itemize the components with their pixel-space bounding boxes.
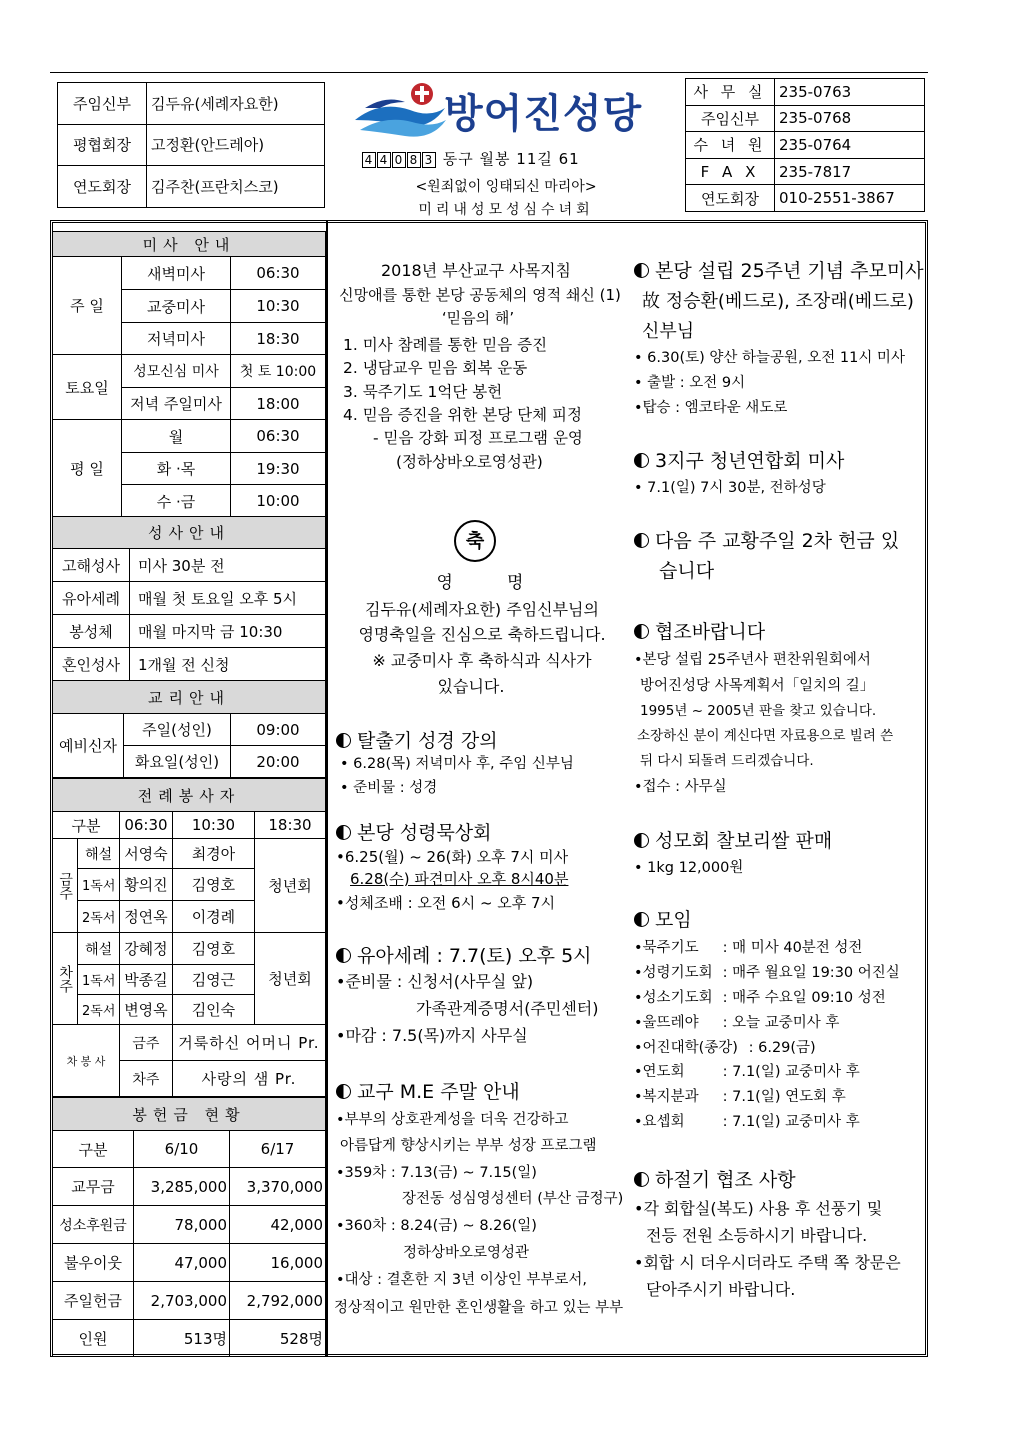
half-circle-icon [634, 912, 649, 927]
guide-item: 4. 믿음 증진을 위한 본당 단체 피정 [343, 406, 583, 424]
half-circle-icon [634, 624, 649, 639]
baptism-line: •준비물 : 신청서(사무실 앞) [336, 972, 534, 991]
liturgy-table [52, 778, 326, 1097]
spirit-heading [336, 818, 492, 845]
offering-value: 42,000 [230, 1206, 326, 1244]
role: 해설 [78, 839, 120, 869]
feast-title: 영 명 [436, 573, 524, 593]
feast-line: 영명축일을 진심으로 축하드립니다. [358, 625, 606, 644]
server: 정연옥 [120, 901, 173, 933]
offering-value: 16,000 [230, 1244, 326, 1282]
offering-value: 2,792,000 [230, 1282, 326, 1320]
guide-item: - 믿음 강화 피정 프로그램 운영 [373, 429, 583, 447]
class-name: 화요일(성인) [124, 746, 231, 778]
server: 김영호 [172, 933, 254, 965]
guide-subtitle: 신망애를 통한 본당 공동체의 영적 쇄신 (1) [339, 286, 621, 304]
meeting-row [634, 1085, 846, 1106]
server: 서영숙 [120, 839, 173, 869]
mass-time: 10:30 [231, 290, 326, 323]
rice-heading [634, 826, 832, 853]
meeting-info: : 7.1(일) 교중미사 후 [718, 1064, 860, 1080]
baptism-heading [336, 941, 592, 968]
rice-line: • 1kg 12,000원 [634, 860, 744, 876]
memorial-detail: • 6.30(토) 양산 하늘공원, 오전 11시 미사 [634, 350, 905, 366]
guide-item: (정하상바오로영성관) [396, 453, 543, 471]
spirit-title: 본당 성령묵상회 [357, 822, 492, 844]
summer-line: •회합 시 더우시더라도 주택 쪽 창문은 [634, 1253, 901, 1272]
celebrate-mark: 축 [465, 530, 485, 552]
summer-line: •각 회합실(복도) 사용 후 선풍기 및 [634, 1199, 883, 1218]
requiem-phone: 010-2551-3867 [775, 185, 925, 212]
baptism-line: •마감 : 7.5(목)까지 사무실 [336, 1026, 528, 1045]
summer-heading [634, 1165, 796, 1192]
requiem-phone-label: 연도회장 [686, 185, 775, 212]
spirit-line: •6.25(월) ~ 26(화) 오후 7시 미사 [336, 848, 569, 866]
meeting-heading [634, 905, 692, 932]
weekday-label: 평 일 [53, 420, 122, 518]
zip-digit: 8 [407, 152, 421, 168]
sacrament-name: 봉성체 [53, 615, 130, 648]
mass-time: 첫 토 10:00 [231, 355, 326, 388]
guide-item: 2. 냉담교우 믿음 회복 운동 [343, 359, 528, 377]
summer-line: 닫아주시기 바랍니다. [646, 1280, 796, 1299]
mass-name: 교중미사 [122, 290, 231, 323]
memorial-detail: • 출발 : 오전 9시 [634, 375, 746, 391]
car-week: 차주 [120, 1061, 173, 1097]
pope-heading [634, 526, 899, 553]
meeting-info: : 6.29(금) [744, 1040, 816, 1056]
rice-title: 성모회 찰보리쌀 판매 [655, 830, 833, 852]
pastor-phone: 235-0768 [775, 105, 925, 132]
office-phone: 235-0763 [775, 79, 925, 106]
pope-title: 다음 주 교황주일 2차 헌금 있 [655, 530, 900, 552]
coop-heading [634, 617, 765, 644]
convent-label: 수 녀 원 [686, 132, 775, 159]
meeting-info: : 매 미사 40분전 성전 [718, 940, 863, 956]
fax-number: 235-7817 [775, 158, 925, 185]
sacrament-title: 성사안내 [53, 517, 326, 549]
meeting-row [634, 961, 900, 982]
pastor-name: 김두유(세례자요한) [147, 83, 325, 125]
summer-title: 하절기 협조 사항 [655, 1169, 796, 1191]
meeting-name: •성소기도회 [634, 990, 713, 1006]
half-circle-icon [336, 1084, 351, 1099]
offering-label: 교무금 [53, 1168, 134, 1206]
meeting-row [634, 1060, 860, 1081]
convent-phone: 235-0764 [775, 132, 925, 159]
me-title: 교구 M.E 주말 안내 [357, 1081, 520, 1103]
mass-time: 18:30 [231, 323, 326, 355]
offering-value: 3,370,000 [230, 1168, 326, 1206]
sacrament-info: 매월 마지막 금 10:30 [130, 615, 326, 648]
half-circle-icon [336, 733, 351, 748]
server: 김인숙 [172, 995, 254, 1025]
this-week-label: 금주 [53, 839, 78, 933]
server: 변영옥 [120, 995, 173, 1025]
sunday-label: 주 일 [53, 257, 122, 355]
coop-line: •본당 설립 25주년사 편찬위원회에서 [634, 652, 871, 668]
offering-head: 6/17 [230, 1131, 326, 1168]
mass-table [52, 231, 326, 518]
server: 황의진 [120, 869, 173, 901]
me-line: •359차 : 7.13(금) ~ 7.15(일) [336, 1165, 537, 1181]
me-line: 정하상바오로영성관 [403, 1245, 530, 1261]
offering-label: 주일헌금 [53, 1282, 134, 1320]
fax-label: F A X [686, 158, 775, 185]
zip-digit: 0 [392, 152, 406, 168]
exodus-line: • 6.28(목) 저녁미사 후, 주임 신부님 [340, 756, 574, 772]
liturgy-title: 전례봉사자 [53, 779, 326, 812]
me-line: •부부의 상호관계성을 더욱 건강하고 [336, 1112, 569, 1128]
column-divider [326, 221, 328, 1356]
mass-name: 성모신심 미사 [122, 355, 231, 388]
exodus-title: 탈출기 성경 강의 [357, 730, 498, 752]
offering-head: 6/10 [134, 1131, 230, 1168]
server: 최경아 [172, 839, 254, 869]
youth-title: 3지구 청년연합회 미사 [655, 450, 845, 472]
liturgy-head: 구분 [53, 812, 120, 839]
meeting-name: •묵주기도 [634, 940, 699, 956]
celebrate-icon [454, 520, 496, 562]
guide-item: 3. 묵주기도 1억단 봉헌 [343, 383, 503, 401]
server: 박종길 [120, 965, 173, 995]
liturgy-head: 18:30 [255, 812, 326, 839]
class-time: 20:00 [231, 746, 326, 778]
offering-label: 성소후원금 [53, 1206, 134, 1244]
doctrine-table [52, 680, 326, 778]
guide-title: 2018년 부산교구 사목지침 [381, 261, 571, 280]
coop-line: •접수 : 사무실 [634, 779, 727, 795]
meeting-row [634, 1110, 860, 1131]
meeting-row [634, 1036, 816, 1057]
half-circle-icon [336, 825, 351, 840]
feast-line: ※ 교중미사 후 축하식과 식사가 [372, 651, 592, 670]
council-name: 고정환(안드레아) [147, 124, 325, 166]
requiem-name: 김주찬(프란치스코) [147, 166, 325, 208]
mass-title: 미사 안내 [53, 232, 326, 257]
car-service-label: 차 봉 사 [53, 1025, 120, 1097]
meeting-name: •복지분과 [634, 1089, 699, 1105]
youth-heading [634, 446, 844, 473]
liturgy-head: 10:30 [172, 812, 254, 839]
server: 김영근 [172, 965, 254, 995]
role: 1독서 [78, 869, 120, 901]
meeting-info: : 7.1(일) 연도회 후 [718, 1089, 846, 1105]
me-line: 장전동 성심영성센터 (부산 금정구) [402, 1191, 624, 1207]
baptism-line: 가족관계증명서(주민센터) [416, 999, 599, 1018]
meeting-row [634, 936, 862, 957]
next-week-label: 차주 [53, 933, 78, 1025]
half-circle-icon [336, 948, 351, 963]
half-circle-icon [634, 263, 649, 278]
role: 2독서 [78, 901, 120, 933]
memorial-detail: •탑승 : 엠코타운 새도로 [634, 400, 788, 416]
meeting-title: 모임 [655, 909, 692, 931]
sacrament-name: 고해성사 [53, 549, 130, 582]
memorial-line: 신부님 [642, 321, 695, 342]
mass-name: 저녁 주일미사 [122, 388, 231, 420]
coop-line: 방어진성당 사목계획서「일치의 길」 [640, 678, 875, 694]
summer-line: 전등 전원 소등하시기 바랍니다. [646, 1226, 868, 1245]
coop-title: 협조바랍니다 [655, 621, 766, 643]
guide-item: 1. 미사 참례를 통한 믿음 증진 [343, 336, 548, 354]
youth-line: • 7.1(일) 7시 30분, 전하성당 [634, 480, 826, 496]
meeting-row [634, 1011, 839, 1032]
mass-name: 수 ·금 [122, 485, 231, 518]
youth-label: 청년회 [255, 839, 326, 933]
me-line: •대상 : 결혼한 지 3년 이상인 부부로서, [336, 1272, 588, 1288]
header-right-table [685, 78, 925, 212]
server: 김영호 [172, 869, 254, 901]
offering-title: 봉헌금 현황 [53, 1098, 326, 1131]
half-circle-icon [634, 533, 649, 548]
church-logo-icon [350, 80, 450, 142]
meeting-name: •요셉회 [634, 1114, 685, 1130]
me-line: •360차 : 8.24(금) ~ 8.26(일) [336, 1218, 537, 1234]
meeting-info: : 오늘 교중미사 후 [718, 1015, 840, 1031]
council-label: 평협회장 [58, 124, 147, 166]
car-week: 금주 [120, 1025, 173, 1061]
coop-line: 뒤 다시 되돌려 드리겠습니다. [640, 753, 814, 769]
offering-value: 47,000 [134, 1244, 230, 1282]
offering-value: 78,000 [134, 1206, 230, 1244]
role: 해설 [78, 933, 120, 965]
offering-value: 2,703,000 [134, 1282, 230, 1320]
sisters-subtitle: 미리내성모성심수녀회 [418, 202, 594, 218]
meeting-name: •어진대학(종강) [634, 1040, 738, 1056]
half-circle-icon [634, 1172, 649, 1187]
half-circle-icon [634, 453, 649, 468]
class-time: 09:00 [231, 714, 326, 746]
offering-value: 528명 [230, 1320, 326, 1357]
header-left-table [57, 82, 325, 208]
zip-digit: 4 [362, 152, 376, 168]
feast-line: 김두유(세례자요한) 주임신부님의 [365, 600, 599, 619]
zip-digit: 3 [422, 152, 436, 168]
youth-label: 청년회 [255, 933, 326, 1025]
meeting-name: •울뜨레야 [634, 1015, 699, 1031]
liturgy-head: 06:30 [120, 812, 173, 839]
server: 이경례 [172, 901, 254, 933]
sacrament-info: 매월 첫 토요일 오후 5시 [130, 582, 326, 615]
me-line: 아름답게 향상시키는 부부 성장 프로그램 [340, 1138, 597, 1154]
offering-value: 3,285,000 [134, 1168, 230, 1206]
mass-name: 저녁미사 [122, 323, 231, 355]
spirit-line: 6.28(수) 파견미사 오후 8시40분 [350, 870, 569, 888]
pastor-label: 주임신부 [58, 83, 147, 125]
offering-label: 인원 [53, 1320, 134, 1357]
sacrament-info: 1개월 전 신청 [130, 648, 326, 681]
offering-value: 513명 [134, 1320, 230, 1357]
me-line: 정상적이고 원만한 혼인생활을 하고 있는 부부 [334, 1300, 624, 1316]
address-line [362, 148, 657, 169]
memorial-heading [634, 256, 924, 283]
requiem-label: 연도회장 [58, 166, 147, 208]
catechumen-label: 예비신자 [53, 714, 124, 778]
meeting-name: •성령기도회 [634, 965, 713, 981]
exodus-heading [336, 726, 498, 753]
role: 2독서 [78, 995, 120, 1025]
offering-table [52, 1097, 326, 1357]
server: 강혜정 [120, 933, 173, 965]
memorial-line: 故 정승환(베드로), 조장래(베드로) [642, 291, 914, 312]
half-circle-icon [634, 833, 649, 848]
meeting-info: : 매주 월요일 19:30 어진실 [718, 965, 900, 981]
sacrament-info: 미사 30분 전 [130, 549, 326, 582]
car-team: 사랑의 샘 Pr. [172, 1061, 325, 1097]
role: 1독서 [78, 965, 120, 995]
pope-title-2: 습니다 [659, 560, 715, 582]
church-title: 방어진성당 [444, 91, 643, 137]
mass-time: 19:30 [231, 453, 326, 485]
saturday-label: 토요일 [53, 355, 122, 420]
doctrine-title: 교리안내 [53, 681, 326, 714]
coop-line: 1995년 ~ 2005년 판을 찾고 있습니다. [640, 703, 877, 719]
mass-name: 화 ·목 [122, 453, 231, 485]
mass-time: 06:30 [231, 420, 326, 453]
guide-subtitle2: ‘믿음의 해’ [441, 309, 515, 327]
sacrament-table [52, 516, 326, 681]
patron-subtitle: <원죄없이 잉태되신 마리아> [415, 179, 597, 195]
pastor-phone-label: 주임신부 [686, 105, 775, 132]
class-name: 주일(성인) [124, 714, 231, 746]
office-label: 사 무 실 [686, 79, 775, 106]
mass-time: 18:00 [231, 388, 326, 420]
mass-time: 06:30 [231, 257, 326, 290]
spirit-line: •성체조배 : 오전 6시 ~ 오후 7시 [336, 894, 556, 912]
feast-line: 있습니다. [437, 677, 505, 696]
memorial-title: 본당 설립 25주년 기념 추모미사 [655, 260, 924, 282]
offering-head: 구분 [53, 1131, 134, 1168]
mass-name: 새벽미사 [122, 257, 231, 290]
me-heading [336, 1077, 520, 1104]
top-rule [50, 72, 928, 73]
mass-name: 월 [122, 420, 231, 453]
address-text: 동구 월봉 11길 61 [442, 150, 580, 168]
zip-digit: 4 [377, 152, 391, 168]
exodus-line: • 준비물 : 성경 [340, 780, 438, 796]
mass-time: 10:00 [231, 485, 326, 518]
coop-line: 소장하신 분이 계신다면 자료용으로 빌려 쓴 [637, 728, 894, 744]
car-team: 거룩하신 어머니 Pr. [172, 1025, 325, 1061]
sacrament-name: 혼인성사 [53, 648, 130, 681]
sacrament-name: 유아세례 [53, 582, 130, 615]
offering-label: 불우이웃 [53, 1244, 134, 1282]
meeting-name: •연도회 [634, 1064, 685, 1080]
baptism-title: 유아세례 : 7.7(토) 오후 5시 [357, 945, 592, 967]
meeting-row [634, 986, 886, 1007]
meeting-info: : 7.1(일) 교중미사 후 [718, 1114, 860, 1130]
meeting-info: : 매주 수요일 09:10 성전 [718, 990, 886, 1006]
